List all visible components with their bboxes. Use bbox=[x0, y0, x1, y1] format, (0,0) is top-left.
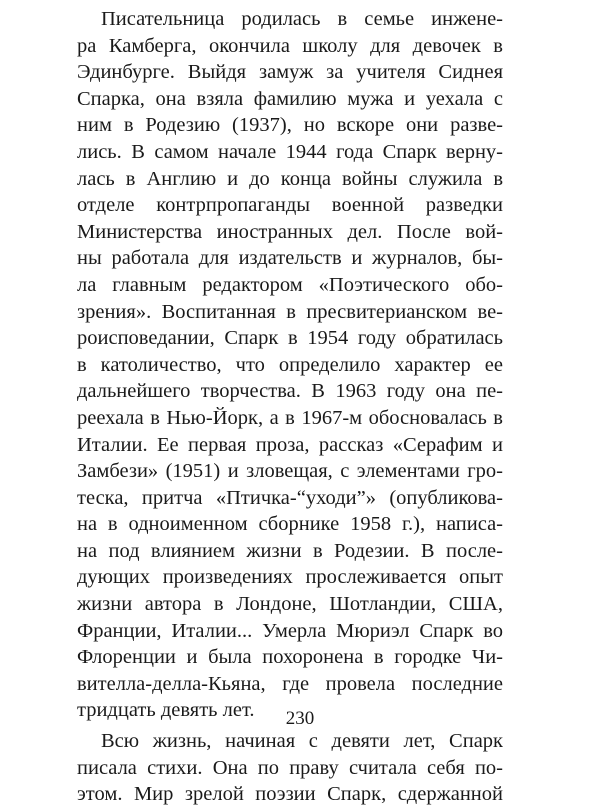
text-line: дальнейшего творчества. В 1963 году она пе- bbox=[77, 380, 503, 403]
text-line: ним в Родезию (1937), но вскоре они разве- bbox=[77, 114, 503, 137]
text-line: лись. В самом начале 1944 года Спарк верну- bbox=[77, 140, 503, 163]
text-line: этом. Мир зрелой поэзии Спарк, сдержанной bbox=[77, 783, 503, 806]
text-line: дующих произведениях прослеживается опыт bbox=[77, 566, 503, 589]
paragraph-2 bbox=[77, 728, 503, 808]
text-line: Замбези» (1951) и зловещая, с элементами гро- bbox=[77, 460, 503, 483]
text-line: Спарка, она взяла фамилию мужа и уехала с bbox=[77, 87, 503, 110]
text-line: ла главным редактором «Поэтического обо- bbox=[77, 273, 503, 296]
text-line: Всю жизнь, начиная с девяти лет, Спарк bbox=[101, 730, 503, 753]
text-line: жизни автора в Лондоне, Шотландии, США, bbox=[77, 593, 503, 616]
text-line: на под влиянием жизни в Родезии. В после- bbox=[77, 539, 503, 562]
text-line: отделе контрпропаганды военной разведки bbox=[77, 194, 503, 217]
text-line: ра Камберга, окончила школу для девочек в bbox=[77, 34, 503, 57]
text-line: Италии. Ее первая проза, рассказ «Серафим и bbox=[77, 433, 503, 456]
paragraph-1 bbox=[77, 6, 503, 724]
body-text bbox=[77, 6, 503, 808]
text-line: Министерства иностранных дел. После вой- bbox=[77, 220, 503, 243]
text-line: лась в Англию и до конца войны служила в bbox=[77, 167, 503, 190]
text-line: роисповедании, Спарк в 1954 году обратилась bbox=[77, 327, 503, 350]
text-line: Писательница родилась в семье инжене- bbox=[101, 8, 503, 30]
text-line: Флоренции и была похоронена в городке Чи- bbox=[77, 646, 503, 669]
text-line: ны работала для издательств и журналов, бы- bbox=[77, 247, 503, 270]
text-line: вителла-делла-Кьяна, где провела последние bbox=[77, 672, 503, 695]
text-line: в католичество, что определило характер ее bbox=[77, 353, 503, 376]
text-line: Эдинбурге. Выйдя замуж за учителя Сиднея bbox=[77, 61, 503, 84]
text-line: писала стихи. Она по праву считала себя по- bbox=[77, 756, 503, 779]
text-line: тридцать девять лет. bbox=[77, 699, 255, 722]
text-line: зрения». Воспитанная в пресвитерианском ве- bbox=[77, 300, 503, 323]
text-line: Франции, Италии... Умерла Мюриэл Спарк во bbox=[77, 619, 503, 642]
text-line: реехала в Нью-Йорк, а в 1967-м обосновалась в bbox=[77, 406, 503, 429]
text-line: на в одноименном сборнике 1958 г.), написа- bbox=[77, 513, 503, 536]
text-line: теска, притча «Птичка-“уходи”» (опубликова- bbox=[77, 486, 503, 509]
page-number: 230 bbox=[285, 708, 315, 729]
